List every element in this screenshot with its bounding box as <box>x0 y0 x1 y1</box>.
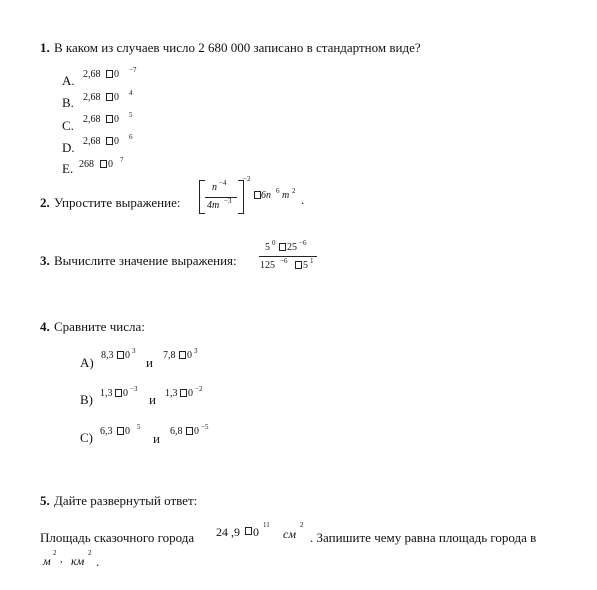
compare-b-left-exp: −3 <box>130 385 138 393</box>
option-d-mantissa: 2,68 <box>83 136 101 147</box>
option-c-letter: C. <box>62 118 74 133</box>
q3-fraction-line <box>259 256 317 257</box>
question-1-text: В каком из случаев число 2 680 000 записано в стандартном виде? <box>54 40 421 55</box>
q2-tail-coef: 6n <box>261 190 271 201</box>
option-e-exp: 7 <box>120 156 124 164</box>
option-b-mantissa: 2,68 <box>83 92 101 103</box>
compare-c-label: C) <box>80 430 93 445</box>
multiply-box-icon <box>117 427 124 435</box>
q5-end: . <box>96 554 100 569</box>
multiply-box-icon <box>106 137 113 145</box>
q3-bot-a-exp: −6 <box>280 257 288 265</box>
compare-b-right: 1,3 <box>165 388 178 399</box>
q5-value: 24 ,9 <box>216 525 240 539</box>
question-5-number: 5. <box>40 493 50 508</box>
compare-a-left-exp: 3 <box>132 347 136 355</box>
q3-bot-b-exp: 1 <box>310 257 314 265</box>
compare-c-right: 6,8 <box>170 426 183 437</box>
q3-top-b: 25 <box>287 242 297 253</box>
q2-tail-m-exp: 2 <box>292 187 296 195</box>
q3-bot-a: 125 <box>260 260 275 271</box>
q2-end: . <box>301 192 305 207</box>
question-1-number: 1. <box>40 40 50 55</box>
multiply-box-icon <box>106 93 113 101</box>
q2-numerator-exp: −4 <box>219 179 227 187</box>
multiply-box-icon <box>106 70 113 78</box>
multiply-box-icon <box>186 427 193 435</box>
q5-sep: , <box>60 554 63 565</box>
option-c-mantissa: 2,68 <box>83 114 101 125</box>
compare-b-right-exp: −2 <box>195 385 203 393</box>
q2-tail-m: m <box>282 190 290 201</box>
multiply-box-icon <box>179 351 186 359</box>
compare-b-right-base: 0 <box>188 388 193 399</box>
compare-a-right-exp: 3 <box>194 347 198 355</box>
compare-a-label: A) <box>80 355 94 370</box>
q5-line1-a: Площадь сказочного города <box>40 530 195 545</box>
multiply-box-icon <box>117 351 124 359</box>
compare-a-right: 7,8 <box>163 350 176 361</box>
multiply-box-icon <box>295 261 302 269</box>
option-a-letter: A. <box>62 73 75 88</box>
option-a-base: 0 <box>114 69 119 80</box>
option-d-letter: D. <box>62 140 75 155</box>
option-a-mantissa: 2,68 <box>83 69 101 80</box>
multiply-box-icon <box>106 115 113 123</box>
option-b-letter: B. <box>62 95 74 110</box>
compare-b-left-base: 0 <box>123 388 128 399</box>
compare-c-left-base: 0 <box>125 426 130 437</box>
compare-c-left-exp: 5 <box>137 423 141 431</box>
multiply-box-icon <box>180 389 187 397</box>
q5-unit-exp: 2 <box>300 521 304 529</box>
compare-c-right-base: 0 <box>194 426 199 437</box>
q5-unit2-exp: 2 <box>88 549 92 557</box>
q5-unit2: км <box>71 554 85 568</box>
option-d-base: 0 <box>114 136 119 147</box>
multiply-box-icon <box>115 389 122 397</box>
q5-value-exp: 11 <box>263 521 270 529</box>
question-2-text: Упростите выражение: <box>54 195 181 210</box>
q2-denominator-exp: −3 <box>224 197 232 205</box>
option-b-base: 0 <box>114 92 119 103</box>
option-c-exp: 5 <box>129 111 133 119</box>
q3-top-b-exp: −6 <box>299 239 307 247</box>
compare-b-conj: и <box>149 392 156 407</box>
question-4-number: 4. <box>40 319 50 334</box>
question-3-text: Вычислите значение выражения: <box>54 253 237 268</box>
option-e-base: 0 <box>108 159 113 170</box>
compare-c-conj: и <box>153 431 160 446</box>
question-3-number: 3. <box>40 253 50 268</box>
q3-bot-b: 5 <box>303 260 308 271</box>
compare-b-left: 1,3 <box>100 388 113 399</box>
compare-c-right-exp: −5 <box>201 423 209 431</box>
compare-a-right-base: 0 <box>187 350 192 361</box>
question-4-text: Сравните числа: <box>54 319 145 334</box>
compare-b-label: B) <box>80 392 93 407</box>
multiply-box-icon <box>254 191 261 199</box>
q5-unit1: м <box>43 554 51 568</box>
q3-top-a: 5 <box>265 242 270 253</box>
q2-fraction-line <box>205 197 237 198</box>
option-b-exp: 4 <box>129 89 133 97</box>
question-2-number: 2. <box>40 195 50 210</box>
option-a-exp: −7 <box>129 66 137 74</box>
q5-value-base: 0 <box>253 525 259 539</box>
option-e-letter: E. <box>62 161 74 176</box>
q2-tail-coef-exp: 6 <box>276 187 280 195</box>
multiply-box-icon <box>100 160 107 168</box>
q2-outer-exp: −2 <box>243 175 251 183</box>
compare-a-left-base: 0 <box>125 350 130 361</box>
option-e-mantissa: 268 <box>79 159 94 170</box>
compare-c-left: 6,3 <box>100 426 113 437</box>
q5-line1-b: . Запишите чему равна площадь города в <box>310 530 537 545</box>
multiply-box-icon <box>279 243 286 251</box>
compare-a-left: 8,3 <box>101 350 114 361</box>
question-5-text: Дайте развернутый ответ: <box>54 493 198 508</box>
q5-unit: см <box>283 527 296 541</box>
compare-a-conj: и <box>146 355 153 370</box>
q3-top-a-exp: 0 <box>272 239 276 247</box>
q2-denominator: 4m <box>207 200 220 211</box>
multiply-box-icon <box>245 527 252 535</box>
option-d-exp: 6 <box>129 133 133 141</box>
right-bracket <box>238 180 244 214</box>
q2-numerator: n <box>212 182 217 193</box>
option-c-base: 0 <box>114 114 119 125</box>
q5-unit1-exp: 2 <box>53 549 57 557</box>
